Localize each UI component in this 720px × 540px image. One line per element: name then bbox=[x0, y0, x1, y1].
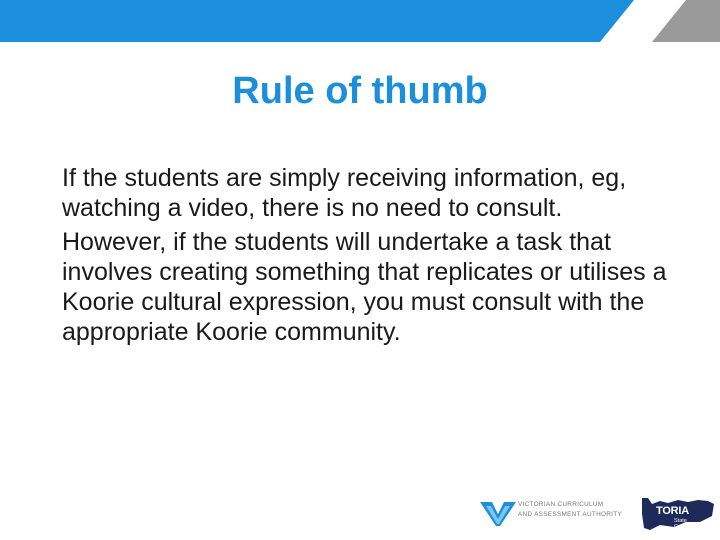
victoria-wordmark: TORIA bbox=[656, 505, 690, 517]
victoria-sub-line-2: Government bbox=[674, 524, 705, 530]
vcaa-chevron-mark-icon bbox=[478, 496, 518, 530]
vcaa-logo bbox=[478, 496, 623, 530]
victoria-sub-line-1: State bbox=[674, 518, 687, 524]
vcaa-wordmark bbox=[518, 500, 623, 520]
vcaa-line-1: VICTORIAN CURRICULUM bbox=[518, 501, 604, 508]
top-banner bbox=[0, 0, 720, 42]
victoria-subtitle bbox=[674, 518, 704, 530]
victoria-government-logo bbox=[638, 492, 718, 536]
banner-blue-stripe bbox=[0, 0, 634, 42]
vcaa-line-2: AND ASSESSMENT AUTHORITY bbox=[518, 511, 623, 518]
slide-title: Rule of thumb bbox=[232, 70, 488, 112]
body-paragraph-2: However, if the students will undertake a task that involves creating something that replicates or utilises a Koorie cultural expression, you must consult with the appropriate Koorie community. bbox=[62, 228, 667, 346]
slide-body bbox=[62, 163, 682, 351]
body-paragraph-1: If the students are simply receiving information, eg, watching a video, there is no need to consult. bbox=[62, 164, 627, 222]
banner-grey-stripe bbox=[652, 0, 720, 42]
